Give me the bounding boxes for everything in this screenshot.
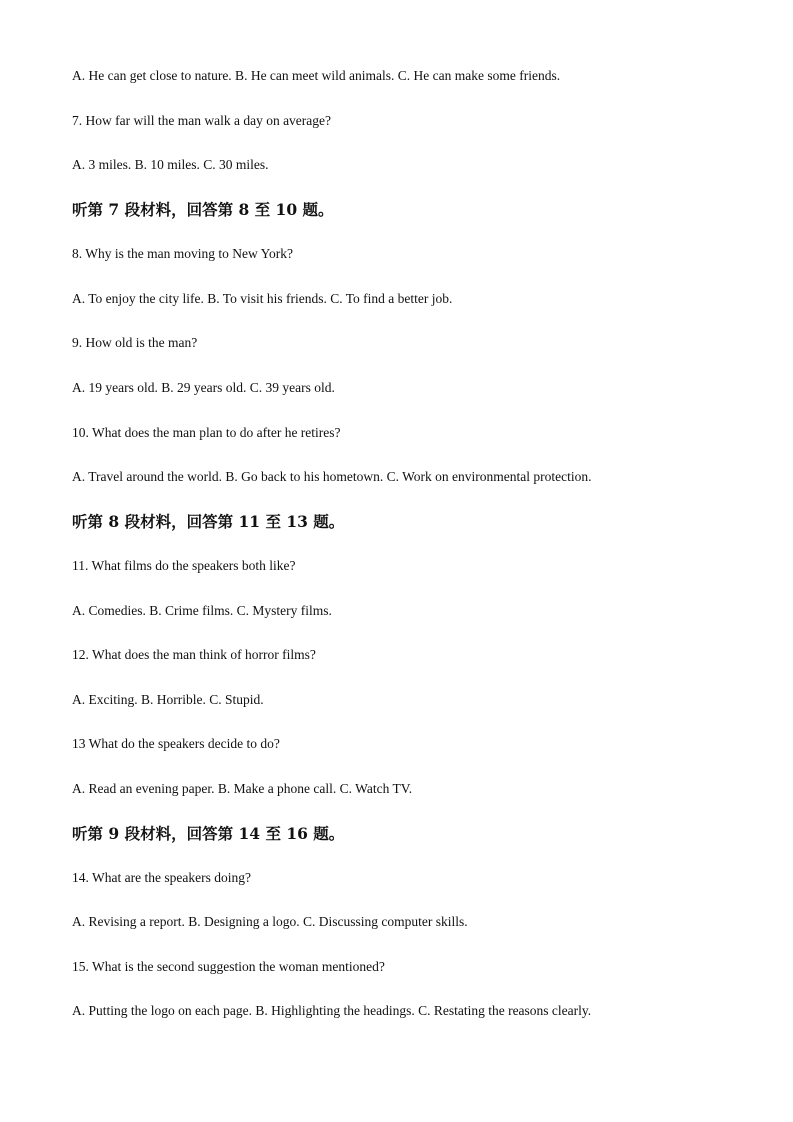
answer-options-q8: A. To enjoy the city life. B. To visit his friends. C. To find a better job. [72, 291, 453, 306]
section-heading-7: 听第 7 段材料，回答第 8 至 10 题。 [72, 200, 334, 219]
question-8: 8. Why is the man moving to New York? [72, 246, 293, 261]
question-15: 15. What is the second suggestion the woman mentioned? [72, 959, 385, 974]
answer-options-q6: A. He can get close to nature. B. He can meet wild animals. C. He can make some friends. [72, 68, 561, 83]
question-9: 9. How old is the man? [72, 335, 198, 350]
answer-options-q15: A. Putting the logo on each page. B. Highlighting the headings. C. Restating the reasons clearly. [72, 1003, 592, 1018]
answer-options-q11: A. Comedies. B. Crime films. C. Mystery films. [72, 603, 332, 618]
section-heading-8: 听第 8 段材料，回答第 11 至 13 题。 [72, 512, 345, 531]
section-heading-9: 听第 9 段材料，回答第 14 至 16 题。 [72, 824, 345, 843]
question-14: 14. What are the speakers doing? [72, 870, 251, 885]
question-12: 12. What does the man think of horror films? [72, 647, 316, 662]
answer-options-q9: A. 19 years old. B. 29 years old. C. 39 years old. [72, 380, 335, 395]
question-11: 11. What films do the speakers both like? [72, 558, 296, 573]
answer-options-q13: A. Read an evening paper. B. Make a phone call. C. Watch TV. [72, 781, 413, 796]
question-13: 13 What do the speakers decide to do? [72, 736, 280, 751]
answer-options-q12: A. Exciting. B. Horrible. C. Stupid. [72, 692, 264, 707]
answer-options-q14: A. Revising a report. B. Designing a logo. C. Discussing computer skills. [72, 914, 468, 929]
question-7: 7. How far will the man walk a day on average? [72, 113, 332, 128]
answer-options-q7: A. 3 miles. B. 10 miles. C. 30 miles. [72, 157, 269, 172]
question-10: 10. What does the man plan to do after he retires? [72, 425, 341, 440]
answer-options-q10: A. Travel around the world. B. Go back to his hometown. C. Work on environmental protection. [72, 469, 592, 484]
